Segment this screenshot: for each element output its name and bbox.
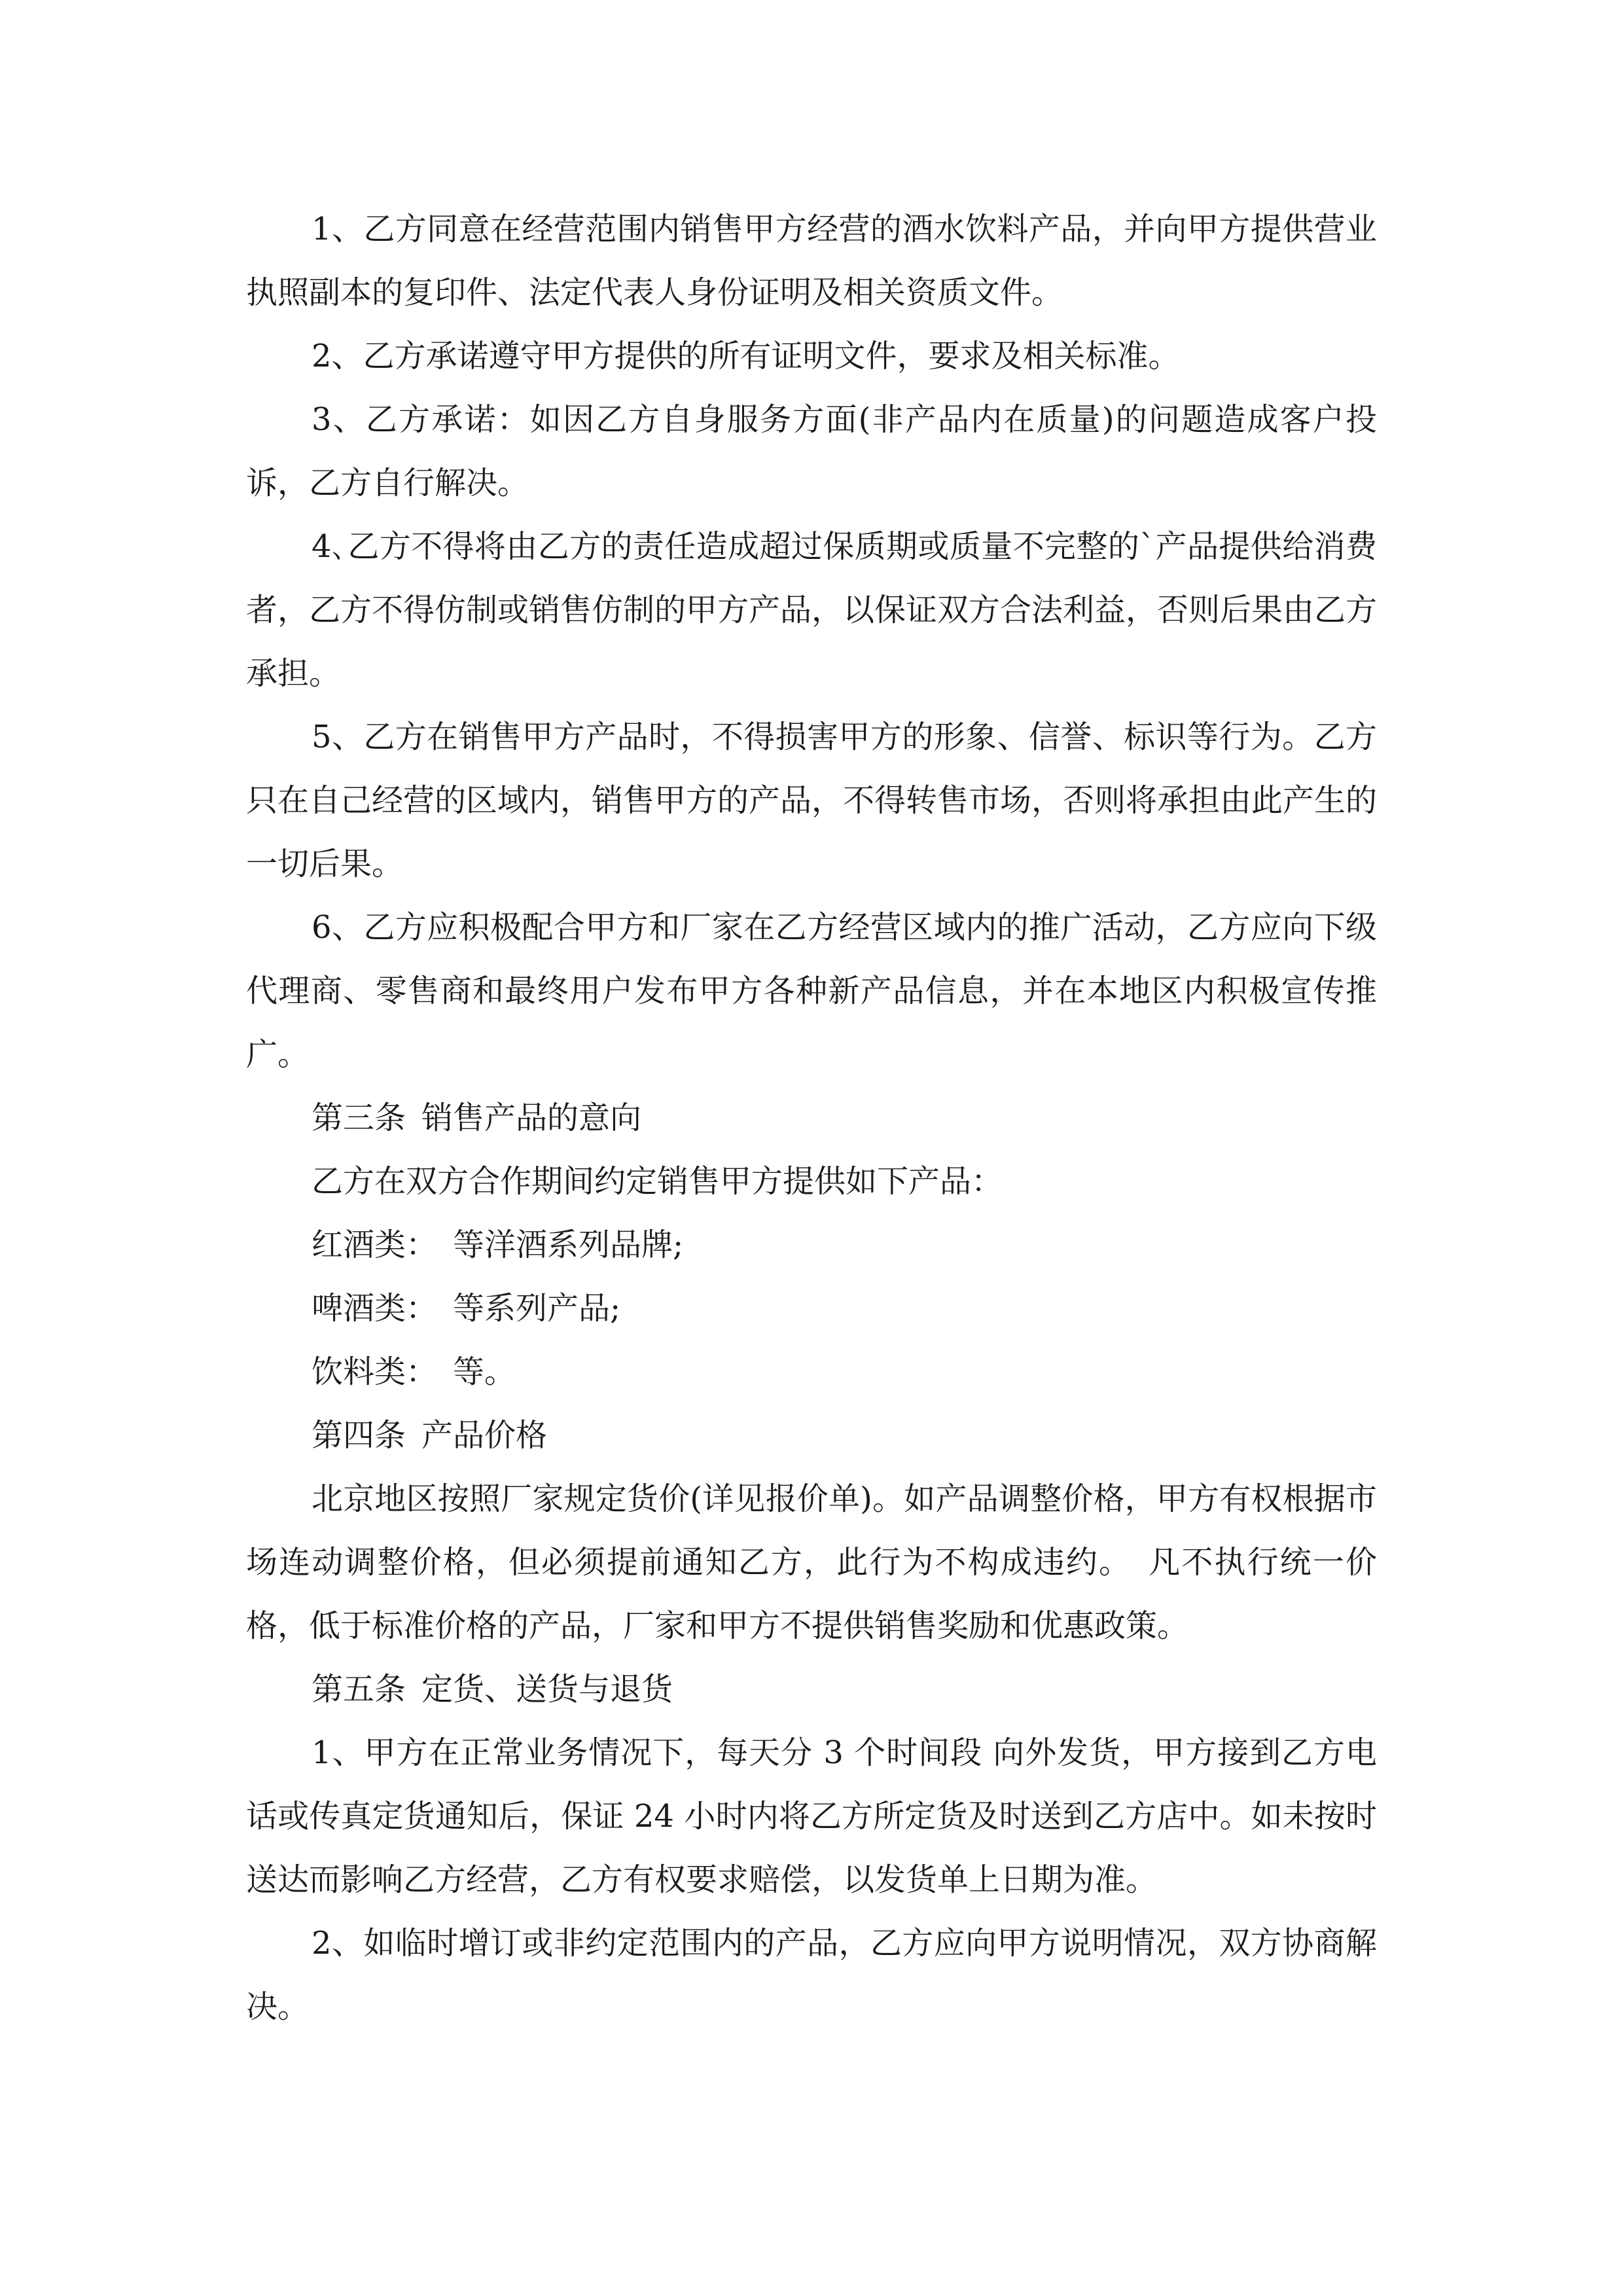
product-line: 饮料类： 等。 bbox=[312, 1354, 516, 1390]
product-line: 啤酒类： 等系列产品; bbox=[312, 1290, 621, 1327]
clause-paragraph: 2、如临时增订或非约定范围内的产品，乙方应向甲方说明情况，双方协商解决。 bbox=[246, 1925, 1377, 2025]
article-title: 产品价格 bbox=[421, 1417, 548, 1454]
clause-paragraph: 2、乙方承诺遵守甲方提供的所有证明文件，要求及相关标准。 bbox=[312, 338, 1180, 374]
article-title: 定货、送货与退货 bbox=[421, 1671, 673, 1708]
clause-paragraph: 1、甲方在正常业务情况下，每天分 3 个时间段 向外发货，甲方接到乙方电话或传真定货通知后，保证 24 小时内将乙方所定货及时送到乙方店中。如未按时送达而影响乙方经营，乙方有权要求赔偿，以发货单上日期为准。 bbox=[246, 1734, 1377, 1898]
article-heading bbox=[246, 1658, 1377, 1721]
clause-paragraph: 4､乙方不得将由乙方的责任造成超过保质期或质量不完整的`产品提供给消费者，乙方不得仿制或销售仿制的甲方产品，以保证双方合法利益，否则后果由乙方承担。 bbox=[246, 528, 1378, 692]
article-number: 第三条 bbox=[312, 1100, 406, 1136]
clause-paragraph: 北京地区按照厂家规定货价(详见报价单)。如产品调整价格，甲方有权根据市场连动调整价格，但必须提前通知乙方，此行为不构成违约。 凡不执行统一价格，低于标准价格的产品，厂家和甲方不提供销售奖励和优惠政策。 bbox=[246, 1480, 1377, 1644]
clause-paragraph: 5、乙方在销售甲方产品时，不得损害甲方的形象、信誉、标识等行为。乙方只在自己经营的区域内，销售甲方的产品，不得转售市场，否则将承担由此产生的一切后果。 bbox=[246, 719, 1378, 882]
article-title: 销售产品的意向 bbox=[421, 1100, 642, 1136]
clause-paragraph: 乙方在双方合作期间约定销售甲方提供如下产品： bbox=[312, 1163, 1003, 1200]
article-number: 第四条 bbox=[312, 1417, 406, 1454]
product-line: 红酒类： 等洋酒系列品牌; bbox=[312, 1227, 684, 1263]
clause-paragraph: 1、乙方同意在经营范围内销售甲方经营的酒水饮料产品，并向甲方提供营业执照副本的复印件、法定代表人身份证明及相关资质文件。 bbox=[246, 211, 1377, 311]
clause-paragraph: 3、乙方承诺：如因乙方自身服务方面(非产品内在质量)的问题造成客户投诉，乙方自行解决。 bbox=[246, 401, 1377, 501]
article-number: 第五条 bbox=[312, 1671, 406, 1708]
clause-paragraph: 6、乙方应积极配合甲方和厂家在乙方经营区域内的推广活动，乙方应向下级代理商、零售商和最终用户发布甲方各种新产品信息，并在本地区内积极宣传推广。 bbox=[246, 909, 1377, 1073]
document-body bbox=[246, 198, 1377, 2039]
article-heading bbox=[246, 1086, 1377, 1150]
article-heading bbox=[246, 1404, 1377, 1467]
